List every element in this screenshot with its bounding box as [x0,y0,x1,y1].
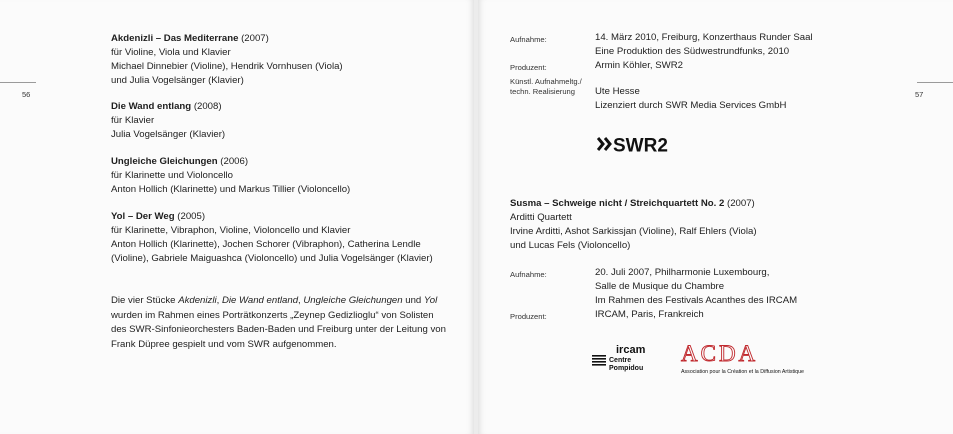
ircam-stripes-icon [592,355,606,366]
work-line: und Lucas Fels (Violoncello) [510,240,631,251]
work-line: und Julia Vogelsänger (Klavier) [111,75,244,86]
value-line: Salle de Musique du Chambre [595,281,725,292]
work-line: Julia Vogelsänger (Klavier) [111,129,226,140]
work-akdenizli [111,32,343,88]
value-line: 14. März 2010, Freiburg, Konzerthaus Runder Saal [595,32,813,43]
work-yol [111,210,433,266]
swr2-logo [597,133,677,155]
aufnahme-value [595,266,797,308]
acda-logo [679,340,834,376]
page-number: 57 [915,90,924,99]
work-year: (2006) [220,156,249,167]
work-title: Yol – Der Weg [111,211,175,222]
left-page [0,0,474,434]
swr-logo-text: SWR2 [613,135,668,155]
page-marker-line [917,82,953,83]
ircam-sub: Pompidou [609,365,644,372]
ircam-sub: Centre [609,357,632,364]
work-line: (Violine), Gabriele Maiguashca (Violoncello) und Julia Vogelsänger (Klavier) [111,253,433,264]
work-die-wand-entlang [111,100,225,142]
work-susma [510,197,757,253]
work-title: Die Wand entlang [111,101,192,112]
acda-caption: Association pour la Création et la Diffusion Artistique [681,369,804,375]
kuenstl-label [510,77,582,97]
para-text: , [298,295,304,306]
work-line: Arditti Quartett [510,212,572,223]
acda-word: ACDA [681,341,759,366]
work-title: Susma – Schweige nicht / Streichquartett No. 2 [510,198,725,209]
ircam-word: ircam [616,344,646,356]
value-line: Lizenziert durch SWR Media Services GmbH [595,100,787,111]
para-line: wurden im Rahmen eines Porträtkonzerts „Zeynep Gedizlioglu“ von Solisten [111,309,434,321]
label-line: Künstl. Aufnahmeltg./ [510,77,582,86]
value-line: Ute Hesse [595,86,640,97]
page-marker-line [0,82,36,83]
work-line: für Violine, Viola und Klavier [111,47,231,58]
work-line: Irvine Arditti, Ashot Sarkissjan (Violine), Ralf Ehlers (Viola) [510,226,757,237]
kuenstl-value [595,85,786,113]
work-ungleiche-gleichungen [111,155,350,197]
para-italic-title: Die Wand entland [221,295,299,306]
work-line: für Klarinette und Violoncello [111,170,233,181]
aufnahme-value [595,31,813,59]
produzent-value: IRCAM, Paris, Frankreich [595,309,704,320]
label-line: techn. Realisierung [510,87,576,96]
description-paragraph [111,294,446,352]
work-year: (2007) [241,33,269,44]
aufnahme-label: Aufnahme: [510,270,547,279]
produzent-label: Produzent: [510,63,547,72]
para-italic-title: Akdenizli [178,295,217,306]
page-number: 56 [22,90,31,99]
value-line: Eine Produktion des Südwestrundfunks, 2010 [595,46,790,57]
produzent-value: Armin Köhler, SWR2 [595,60,683,71]
produzent-label: Produzent: [510,312,547,321]
value-line: Im Rahmen des Festivals Acanthes des IRCAM [595,295,798,306]
para-italic-title: Yol [423,295,438,306]
work-year: (2008) [193,101,222,112]
para-text: Die vier Stücke [111,295,179,306]
aufnahme-label: Aufnahme: [510,35,547,44]
work-line: für Klarinette, Vibraphon, Violine, Violoncello und Klavier [111,225,351,236]
work-line: Anton Hollich (Klarinette), Jochen Schorer (Vibraphon), Catherina Lendle [111,239,421,250]
work-line: Anton Hollich (Klarinette) und Markus Tillier (Violoncello) [111,184,351,195]
para-text: , [216,295,222,306]
para-line: Frank Düpree gespielt und vom SWR aufgenommen. [111,338,337,350]
para-line: des SWR-Sinfonieorchesters Baden-Baden und Freiburg unter der Leitung von [111,324,446,335]
para-text: und [402,295,424,306]
swr-chevron-icon [598,138,603,150]
work-line: für Klavier [111,115,155,126]
work-title: Akdenizli – Das Mediterrane [111,33,239,44]
work-line: Michael Dinnebier (Violine), Hendrik Vornhusen (Viola) [111,61,343,72]
work-year: (2007) [727,198,755,209]
swr-chevron-icon [605,138,610,150]
work-title: Ungleiche Gleichungen [111,156,218,167]
ircam-logo [592,343,652,373]
value-line: 20. Juli 2007, Philharmonie Luxembourg, [595,267,770,278]
work-year: (2005) [177,211,206,222]
para-italic-title: Ungleiche Gleichungen [303,295,403,306]
